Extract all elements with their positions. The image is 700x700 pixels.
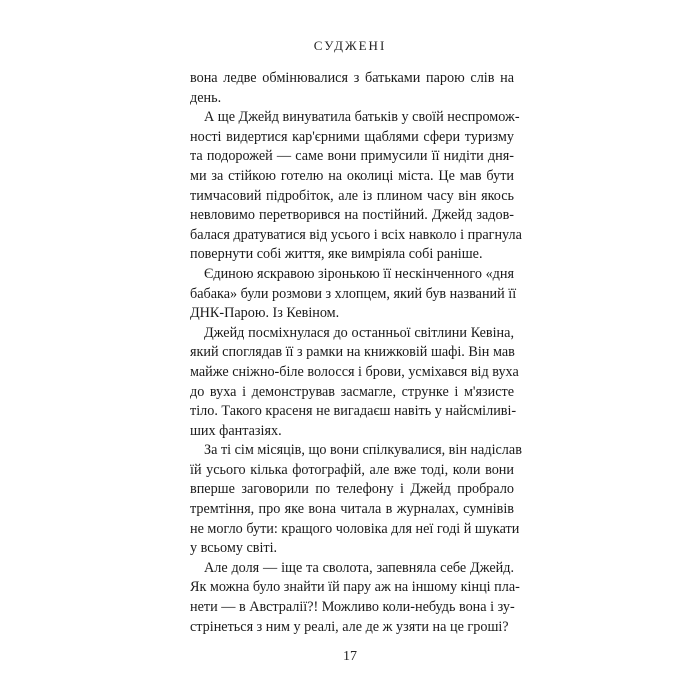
text-line: який споглядав її з рамки на книжковій шафі. Він мав <box>190 344 515 361</box>
text-line: ДНК-Парою. Із Кевіном. <box>190 305 340 322</box>
text-line: Єдиною яскравою зіронькою її нескінченного «дня <box>204 265 514 282</box>
paragraph <box>190 108 522 265</box>
text-line: вперше заговорили по телефону і Джейд пробрало <box>190 481 514 498</box>
text-line: тимчасовий підробіток, але із плином часу він якось <box>190 187 514 204</box>
running-head: СУДЖЕНІ <box>313 38 387 53</box>
page-number: 17 <box>343 649 357 664</box>
text-line: повернути собі життя, яке вимріяла собі раніше. <box>190 246 483 263</box>
text-line: стрінеться з ним у реалі, але де ж узяти на це гроші? <box>190 618 509 635</box>
text-line: Джейд посміхнулася до останньої світлини Кевіна, <box>204 324 514 341</box>
body-text <box>190 69 522 637</box>
text-line: бабака» були розмови з хлопцем, який був названий її <box>190 285 517 302</box>
text-line: ми за стійкою готелю на околиці міста. Це мав бути <box>190 167 514 184</box>
text-line: день. <box>190 89 222 106</box>
text-line: їй усього кілька фотографій, але вже тоді, коли вони <box>190 461 514 478</box>
paragraph <box>190 441 522 559</box>
text-line: нети — в Австралії?! Можливо коли-небудь вона і зу- <box>190 599 515 616</box>
text-line: балася дратуватися від усього і всіх навколо і прагнула <box>190 226 522 243</box>
paragraph <box>190 69 514 108</box>
paragraph <box>190 265 517 324</box>
text-line: А ще Джейд винуватила батьків у своїй неспромож- <box>204 109 520 126</box>
text-line: вона ледве обмінювалися з батьками парою слів на <box>190 70 514 86</box>
text-line: тіло. Такого красеня не вигадаєш навіть у найсміливі- <box>190 403 517 420</box>
text-line: За ті сім місяців, що вони спілкувалися, він надіслав <box>204 442 522 459</box>
text-line: тремтіння, про яке вона читала в журналах, сумнівів <box>190 501 514 518</box>
text-line: до вуха і демонстрував засмагле, струнке і м'язисте <box>190 383 514 400</box>
text-line: Але доля — іще та сволота, запевняла себе Джейд. <box>204 559 514 576</box>
text-line: невловимо перетворився на постійний. Джейд задов- <box>190 207 514 224</box>
text-line: та подорожей — саме вони примусили її нидіти дня- <box>190 148 514 165</box>
text-line: не могло бути: кращого чоловіка для неї годі й шукати <box>190 520 520 537</box>
text-line: Як можна було знайти їй пару аж на іншому кінці пла- <box>190 579 520 596</box>
text-line: майже сніжно-біле волосся і брови, усміхався від вуха <box>190 363 519 380</box>
paragraph <box>190 559 520 637</box>
text-line: ших фантазіях. <box>190 422 282 439</box>
paragraph <box>190 324 519 442</box>
text-line: ності видертися кар'єрними щаблями сфери туризму <box>190 128 514 145</box>
text-line: у всьому світі. <box>190 540 278 557</box>
